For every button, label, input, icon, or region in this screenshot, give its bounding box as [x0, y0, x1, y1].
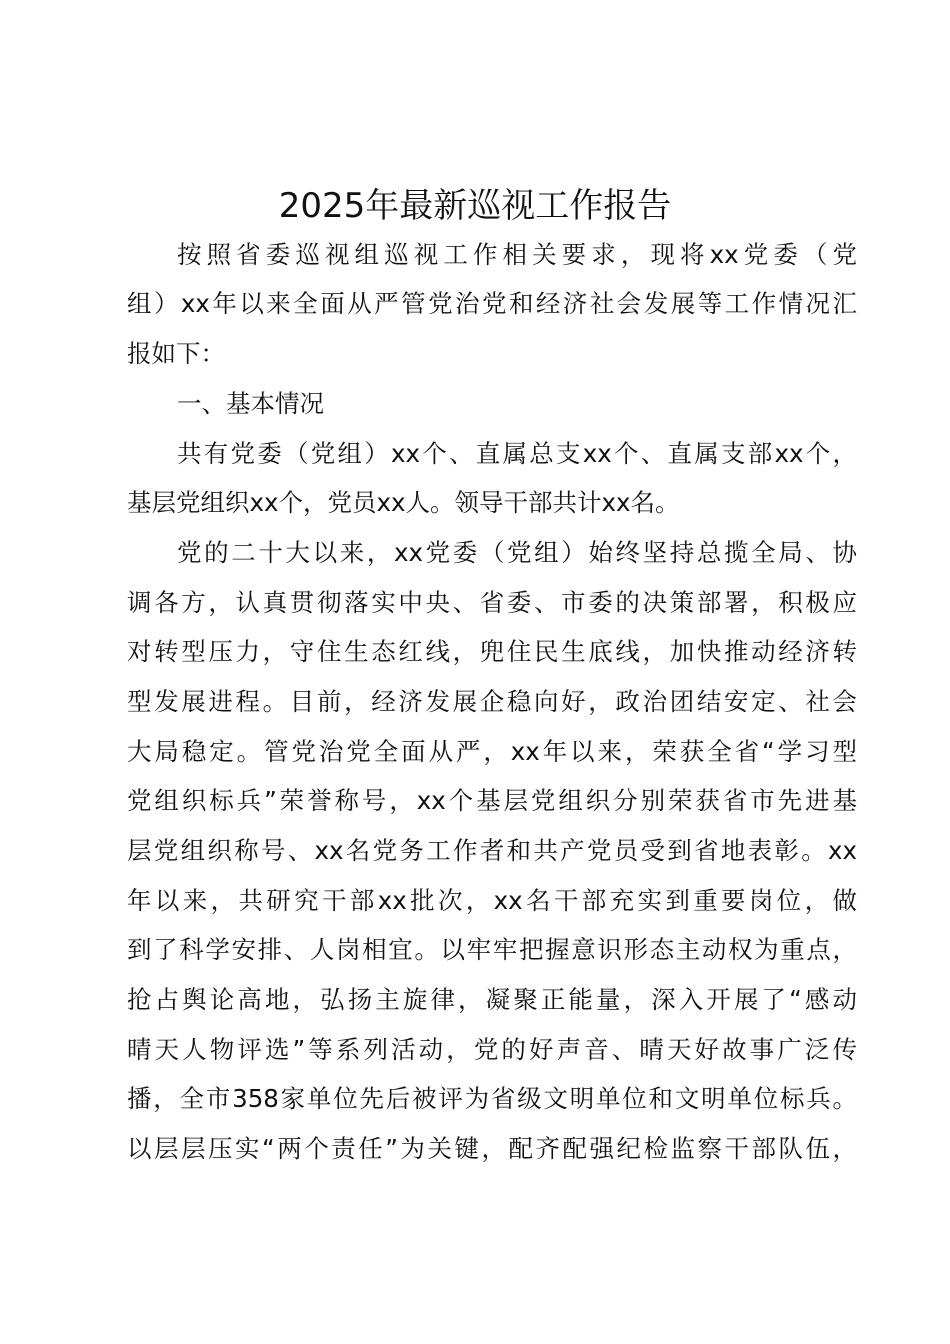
paragraph-line: 播，全市358家单位先后被评为省级文明单位和文明单位标兵。 — [127, 1084, 857, 1113]
paragraph-line: 按照省委巡视组巡视工作相关要求，现将xx党委（党 — [177, 240, 857, 269]
paragraph-line: 组）xx年以来全面从严管党治党和经济社会发展等工作情况汇 — [127, 289, 857, 318]
paragraph-line: 层党组织称号、xx名党务工作者和共产党员受到省地表彰。xx — [127, 836, 857, 865]
paragraph-line: 年以来，共研究干部xx批次，xx名干部充实到重要岗位，做 — [127, 886, 857, 915]
section-heading: 一、基本情况 — [177, 389, 324, 418]
paragraph-line: 党的二十大以来，xx党委（党组）始终坚持总揽全局、协 — [177, 538, 857, 567]
paragraph-line: 晴天人物评选”等系列活动，党的好声音、晴天好故事广泛传 — [127, 1035, 857, 1064]
paragraph-line: 报如下： — [127, 339, 225, 368]
document-title: 2025年最新巡视工作报告 — [278, 186, 672, 226]
paragraph-line: 抢占舆论高地，弘扬主旋律，凝聚正能量，深入开展了“感动 — [127, 985, 857, 1014]
paragraph-line: 到了科学安排、人岗相宜。以牢牢把握意识形态主动权为重点， — [127, 935, 857, 964]
paragraph-line: 共有党委（党组）xx个、直属总支xx个、直属支部xx个， — [177, 439, 857, 468]
paragraph-line: 型发展进程。目前，经济发展企稳向好，政治团结安定、社会 — [127, 687, 857, 716]
paragraph-line: 大局稳定。管党治党全面从严，xx年以来，荣获全省“学习型 — [127, 737, 857, 766]
paragraph-line: 对转型压力，守住生态红线，兜住民生底线，加快推动经济转 — [127, 637, 857, 666]
paragraph-line: 党组织标兵”荣誉称号，xx个基层党组织分别荣获省市先进基 — [127, 786, 857, 815]
paragraph-line: 基层党组织xx个，党员xx人。领导干部共计xx名。 — [127, 488, 680, 517]
paragraph-line: 以层层压实“两个责任”为关键，配齐配强纪检监察干部队伍， — [127, 1134, 857, 1163]
paragraph-line: 调各方，认真贯彻落实中央、省委、市委的决策部署，积极应 — [127, 588, 857, 617]
